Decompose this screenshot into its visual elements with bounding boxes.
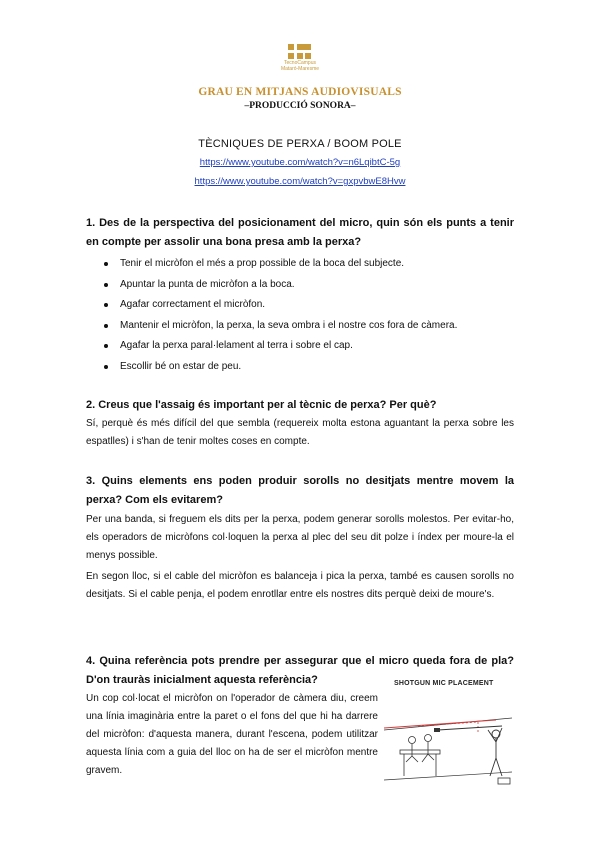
answer-1-list: [86, 254, 457, 377]
question-1: 1. Des de la perspectiva del posicionament del micro, quin són els punts a tenir en compte per assolir una bona presa amb la perxa?: [86, 217, 514, 248]
video-link-2[interactable]: https://www.youtube.com/watch?v=gxpvbwE8Hvw: [194, 176, 406, 187]
video-link-1[interactable]: https://www.youtube.com/watch?v=n6LqibtC-5g: [199, 157, 401, 168]
logo-mark-icon: [288, 44, 312, 60]
list-item: Mantenir el micròfon, la perxa, la seva ombra i el nostre cos fora de càmera.: [86, 316, 457, 337]
list-item: Tenir el micròfon el més a prop possible de la boca del subjecte.: [86, 254, 457, 275]
list-item: Agafar correctament el micròfon.: [86, 295, 457, 316]
question-2: 2. Creus que l'assaig és important per al tècnic de perxa? Per què?: [86, 399, 437, 411]
list-item: Apuntar la punta de micròfon a la boca.: [86, 275, 457, 296]
document-title: TÈCNIQUES DE PERXA / BOOM POLE: [198, 138, 402, 150]
program-title: GRAU EN MITJANS AUDIOVISUALS: [198, 86, 402, 98]
figure-title: SHOTGUN MIC PLACEMENT: [394, 680, 494, 687]
boom-operator-drawing-icon: [378, 690, 518, 790]
subject-title: –PRODUCCIÓ SONORA–: [244, 101, 356, 111]
tecnocampus-logo: [270, 44, 330, 72]
question-4: 4. Quina referència pots prendre per assegurar que el micro queda fora de pla? D'on trauràs inicialment aquesta referència?: [86, 655, 514, 686]
logo-text-line-1: TecnoCampus: [284, 60, 316, 66]
answer-4: Un cop col·locat el micròfon on l'operador de càmera diu, creem una línia imaginària entre la paret o el fons del que hi ha darrere del micròfon: d'aquesta manera, durant l'escena, podem utilitzar aquesta línia com a guia del lloc on ha de ser el micròfon mentre gravem.: [86, 693, 378, 776]
list-item: Escollir bé on estar de peu.: [86, 357, 457, 378]
answer-3-paragraph-1: Per una banda, si freguem els dits per la perxa, podem generar sorolls molestos. Per evitar-ho, els operadors de micròfons col·loquen la perxa al plec del seu dit polze i índex per moure-la el menys possible.: [86, 514, 514, 561]
question-3: 3. Quins elements ens poden produir sorolls no desitjats mentre movem la perxa? Com els evitarem?: [86, 475, 514, 506]
answer-3-paragraph-2: En segon lloc, si el cable del micròfon es balanceja i pica la perxa, també es causen sorolls no desitjats. Si el cable penja, el podem enrotllar entre els nostres dits perquè deixi de moure's.: [86, 571, 514, 600]
list-item: Agafar la perxa paral·lelament al terra i sobre el cap.: [86, 336, 457, 357]
answer-2: Sí, perquè és més difícil del que sembla (requereix molta estona aguantant la perxa sobre les espatlles) i s'han de tenir moltes coses en compte.: [86, 418, 514, 447]
logo-text-line-2: Mataró-Maresme: [280, 66, 320, 72]
shotgun-mic-placement-illustration: [378, 680, 518, 790]
